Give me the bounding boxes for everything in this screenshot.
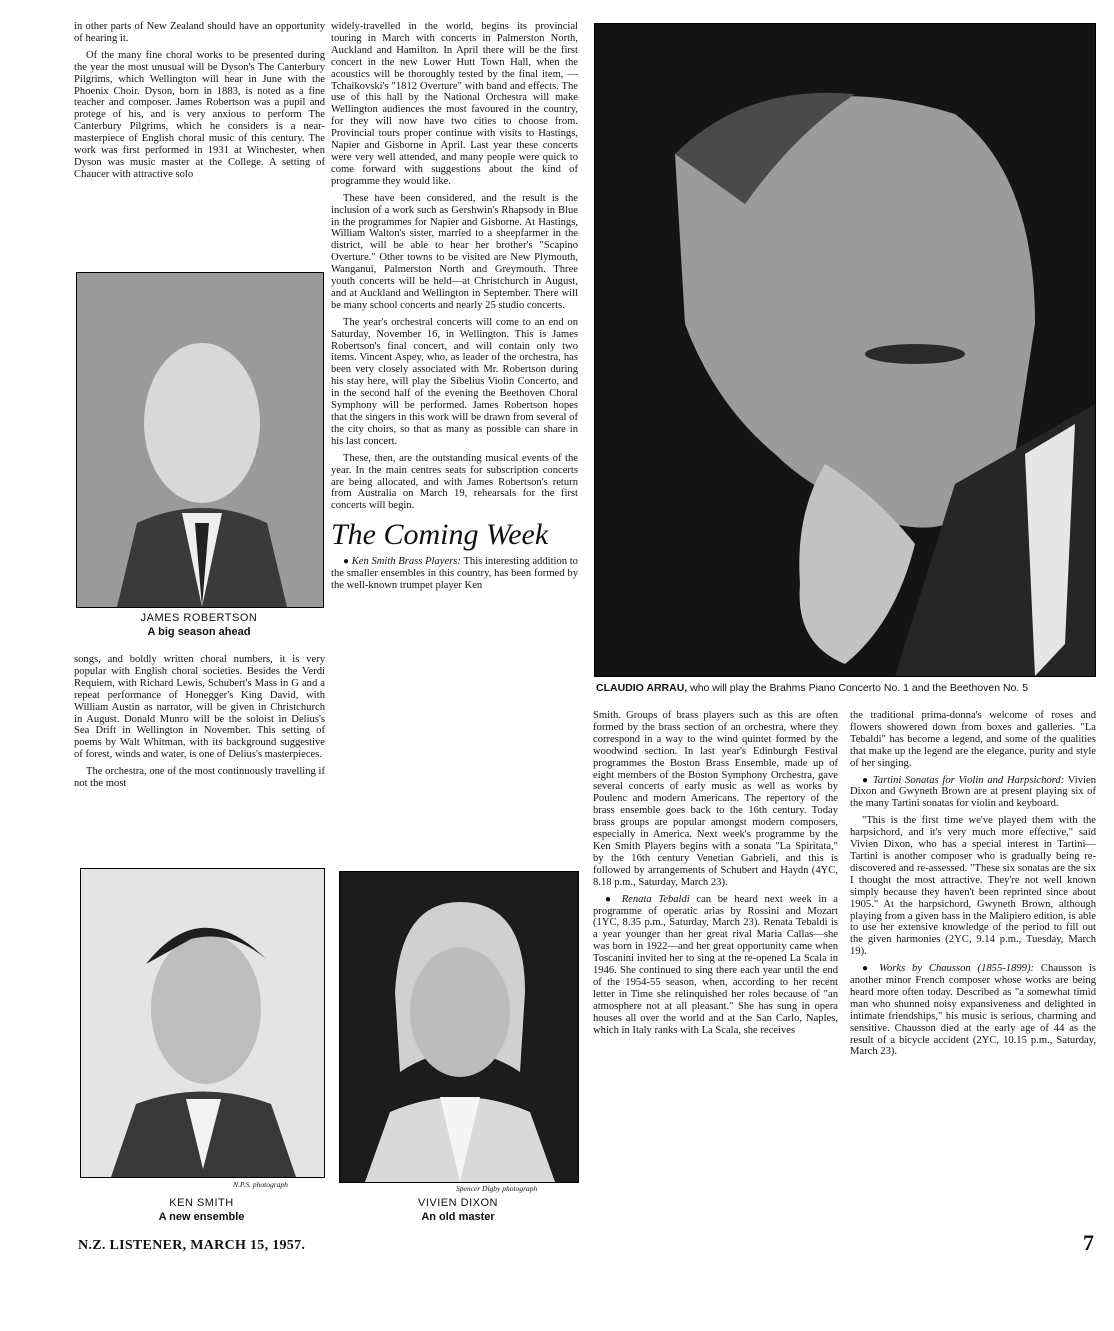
- item-text: Chausson is another minor French composer whose works are being heard more often today. Described as "a somewhat timid man who shunned noisy expansiveness and delighted in intimate friendships," his music is serious, charming and sensitive. Chausson died at the early age of 44 as the result of a bicycle accident (2YC, 10.15 p.m., Saturday, March 23).: [850, 963, 1097, 1058]
- item-text: This interesting addition to the smaller ensembles in this country, has been formed by the well-known trumpet player Ken: [331, 556, 578, 592]
- paragraph: "This is the first time we've played them with the harpsichord, and it's very much more effective," said Vivien Dixon, who has a special interest in Tartini—Tartini is another composer who is gradually being re-discovered and re-assessed. "These six sonatas are the six I thought the most attractive. They're not well known simply because they haven't been reprinted since about 1905." At the harpsichord, Gwyneth Brown, although playing from a given bass in the Malipiero edition, is able to use her extensive knowledge of the period to fill out the given harmonies (2YC, 9.14 p.m., Tuesday, March 19).: [850, 815, 1096, 958]
- paragraph: widely-travelled in the world, begins its provincial touring in March with concerts in Palmerston North, Auckland and Hamilton. In April there will be the first concert in the new Lower Hutt Town Hall, when the acoustics will be thoroughly tested by the final item, —Tchaikovski's "1812 Overture" with band and effects. The use of this hall by the National Orchestra will make Wellington audiences the most favoured in the country, for they will now have two cities to choose from. Provincial tours proper continue with visits to Hastings, Napier and Gisborne in April. Last year these concerts were very well attended, and many people were quick to come forward with suggestions about the kind of programme they would like.: [331, 21, 578, 187]
- bullet-icon: ●: [343, 556, 350, 568]
- caption-name: CLAUDIO ARRAU,: [596, 682, 688, 694]
- column-1-top: [74, 21, 325, 186]
- paragraph: Of the many fine choral works to be presented during the year the most unusual will be Dyson's The Canterbury Pilgrims, which Wellington will hear in June with the Phoenix Choir. Dyson, born in 1883, is noted as a fine teacher and composer. James Robertson was a pupil and protege of his, and is very anxious to perform The Canterbury Pilgrims, which he considers is a near-masterpiece of English choral music of this century. The work was first performed in 1931 at Winchester, when Dyson was music master at the College. A setting of Chaucer with attractive solo: [74, 49, 325, 180]
- vivien-dixon-caption: [339, 1196, 577, 1224]
- item-text: Vivien Dixon and Gwyneth Brown are at present playing six of the many Tartini sonatas for violin and keyboard.: [850, 774, 1096, 810]
- paragraph: Smith. Groups of brass players such as this are often formed by the brass section of an orchestra, where they correspond in a way to the wind quintet formed by the woodwind section. In last year's Edinburgh Festival programmes the Boston Brass Ensemble, made up of eight members of the Boston Symphony Orchestra, gave several concerts of early music as well as works by Poulenc and modern Americans. The repertory of the brass ensemble goes back to the 16th century. Today brass groups are popular amongst modern composers, especially in America. Next week's programme by the Ken Smith Players begins with a sonata "La Spiritata," by the 16th century Venetian Gabrieli, and this is followed by arrangements of Schubert and Haydn (4YC, 8.18 p.m., Saturday, March 23).: [593, 710, 838, 888]
- page-number: 7: [1083, 1230, 1094, 1255]
- ken-smith-caption: [80, 1196, 323, 1224]
- paragraph: in other parts of New Zealand should have an opportunity of hearing it.: [74, 21, 325, 44]
- item-title: Works by Chausson (1855-1899):: [879, 963, 1035, 975]
- claudio-arrau-photo: [594, 23, 1096, 677]
- tartini-item: [850, 775, 1096, 811]
- paragraph: The year's orchestral concerts will come to an end on Saturday, November 16, in Wellington. This is James Robertson's final concert, and will contain only two items. Vincent Aspey, who, as leader of the orchestra, has been very closely associated with Mr. Robertson during his stay here, will play the Sibelius Violin Concerto, and in the second half of the evening the Beethoven Choral Symphony will be performed. James Robertson hopes that the singers in this work will be drawn from several of the city choirs, so that as many as possible can share in his last concert.: [331, 316, 578, 447]
- ken-smith-item: [331, 556, 578, 592]
- item-title: Ken Smith Brass Players:: [351, 556, 461, 568]
- claudio-arrau-caption: [596, 682, 1028, 694]
- chausson-item: [850, 963, 1096, 1058]
- ken-smith-credit: N.P.S. photograph: [233, 1180, 288, 1189]
- paragraph: the traditional prima-donna's welcome of roses and flowers showered down from boxes and galleries. "La Tebaldi" has become a legend, and some of the qualities that make up the legend are the elegance, purity and style of her singing.: [850, 710, 1096, 769]
- caption-tagline: A big season ahead: [147, 626, 251, 638]
- bullet-icon: ●: [862, 963, 873, 975]
- item-text: can be heard next week in a programme of operatic arias by Rossini and Mozart (1YC, 8.35 p.m., Saturday, March 23). Renata Tebaldi is a year younger than her great rival Maria Callas—she was born in 1922—and her great opportunity came when Toscanini invited her to sing at the re-opened La Scala in 1946. She continued to sing there each year until the end of the 1954-55 season, when, according to her recent letter in Time she relinquished her roles because of "an atmosphere not at all pleasant." She has sung in opera houses all over the world and at the San Carlo, Naples, which in Italy ranks with La Scala, she receives: [593, 893, 838, 1036]
- paragraph: songs, and boldly written choral numbers, it is very popular with English choral societies. Besides the Verdi Requiem, with Richard Lewis, Schubert's Mass in G and a repeat performance of Honegger's King David, with William Austin as narrator, will be given in Christchurch in August. Donald Munro will be the soloist in Delius's Sea Drift in Wellington in November. This setting of poems by Walt Whitman, with its background suggestive of forest, winds and water, is one of Delius's masterpieces.: [74, 654, 325, 761]
- item-title: Tartini Sonatas for Violin and Harpsichord:: [872, 774, 1065, 786]
- tebaldi-item: [593, 894, 838, 1037]
- item-title: Renata Tebaldi: [621, 893, 690, 905]
- column-1-bottom: [74, 654, 325, 795]
- column-3: [593, 710, 838, 1041]
- paragraph: These have been considered, and the result is the inclusion of a work such as Gershwin's Rhapsody in Blue in the programmes for Napier and Gisborne. At Hastings, William Walton's sister, married to a sheepfarmer in the district, will be able to hear her brother's "Scapino Overture." Other towns to be visited are New Plymouth, Wanganui, Palmerston North and Greymouth. Three youth concerts will be held—at Christchurch in August, and at Auckland and Wellington in September. There will be many school concerts and nearly 25 studio concerts.: [331, 192, 578, 311]
- paragraph: The orchestra, one of the most continuously travelling if not the most: [74, 766, 325, 790]
- james-robertson-photo: [76, 272, 324, 608]
- caption-tagline: An old master: [421, 1211, 495, 1223]
- caption-name: KEN SMITH: [169, 1197, 234, 1209]
- masthead-footer: N.Z. LISTENER, MARCH 15, 1957.: [78, 1238, 306, 1253]
- vivien-dixon-photo: [339, 871, 579, 1183]
- vivien-dixon-credit: Spencer Digby photograph: [456, 1184, 538, 1193]
- bullet-icon: ●: [605, 893, 616, 905]
- ken-smith-photo: [80, 868, 325, 1178]
- caption-name: JAMES ROBERTSON: [140, 612, 258, 624]
- column-4: [850, 710, 1096, 1063]
- caption-text: who will play the Brahms Piano Concerto No. 1 and the Beethoven No. 5: [690, 682, 1029, 694]
- column-2: [331, 21, 578, 597]
- bullet-icon: ●: [862, 774, 870, 786]
- paragraph: These, then, are the outstanding musical events of the year. In the main centres seats for subscription concerts are being allocated, and with James Robertson's return from Australia on March 19, rehearsals for the first concerts will begin.: [331, 452, 578, 512]
- james-robertson-caption: [76, 611, 322, 639]
- caption-tagline: A new ensemble: [158, 1211, 245, 1223]
- caption-name: VIVIEN DIXON: [418, 1197, 498, 1209]
- coming-week-heading: The Coming Week: [331, 518, 549, 552]
